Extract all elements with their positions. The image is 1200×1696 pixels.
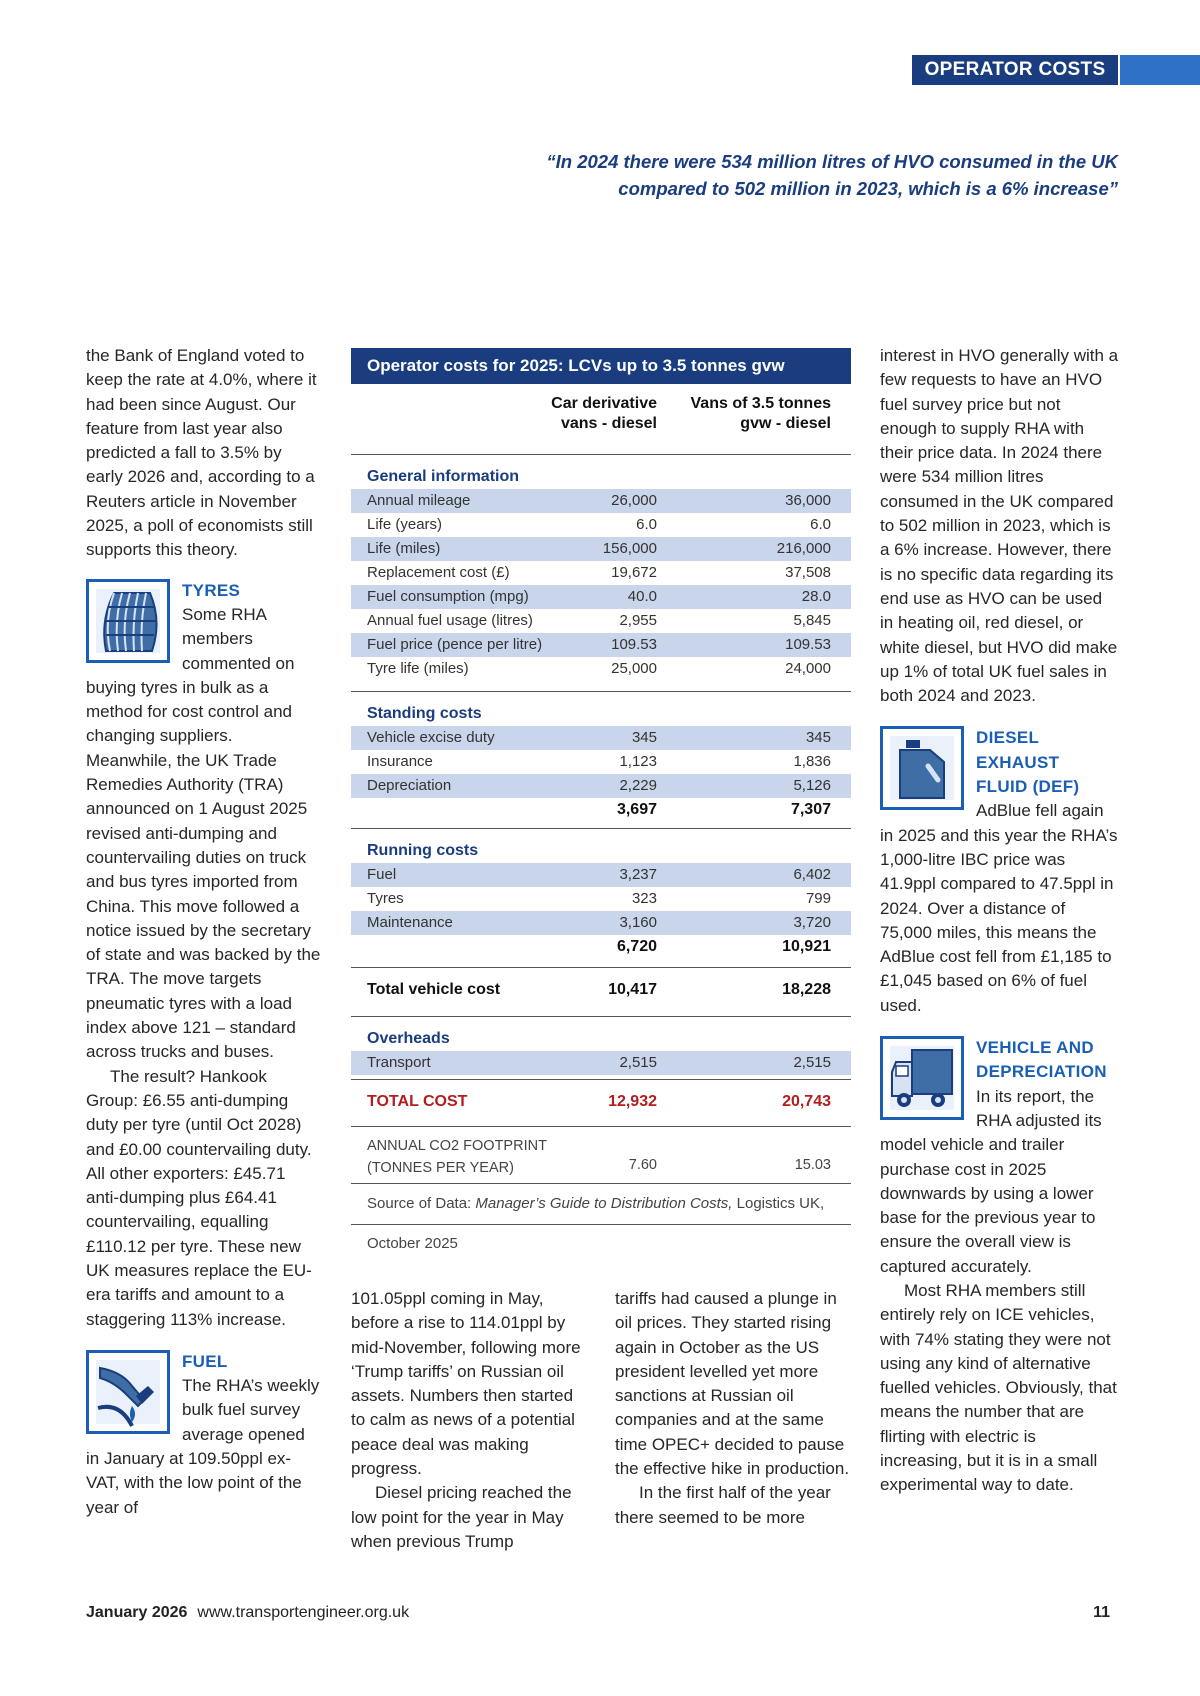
tyre-icon (86, 579, 170, 663)
vehicle-body-2: Most RHA members still entirely rely on ICE vehicles, with 74% stating they were not using any kind of alternative fuelled vehicles. Obviously, that means the number that are flirting with electric is increasing, but it is in a small experimental way to date. (880, 1280, 1117, 1495)
pull-quote (430, 148, 1118, 202)
row-value: 109.53 (785, 636, 831, 653)
section-standing-costs: Standing costs (367, 705, 482, 722)
tyres-body-2: The result? Hankook Group: £6.55 anti-dumping duty per tyre (until Oct 2028) and £0.00 countervailing duty. All other exporters: £45.71 anti-dumping plus £64.41 countervailing, equalling £110.12 per tyre. These new UK measures replace the EU-era tariffs and amount to a staggering 113% increase. (86, 1066, 312, 1329)
running-rows (351, 863, 851, 935)
tyres-heading: TYRES (182, 580, 241, 600)
running-subtotal-row (351, 935, 851, 959)
def-heading-line-1: DIESEL (976, 728, 1040, 748)
row-value: 26,000 (611, 492, 657, 509)
co2-value: 7.60 (628, 1157, 657, 1173)
total-cost-row (351, 1082, 851, 1122)
section-overheads: Overheads (367, 1030, 450, 1047)
fuel-nozzle-icon (86, 1350, 170, 1434)
section-tag-bar (1120, 55, 1200, 85)
source-suffix: Logistics UK, October 2025 (367, 1195, 825, 1252)
row-value: 345 (631, 729, 657, 746)
row-value: 6.0 (810, 516, 831, 533)
adblue-container-icon (880, 726, 964, 810)
header-line: Car derivative (551, 395, 657, 412)
co2-label-line: ANNUAL CO2 FOOTPRINT (367, 1138, 547, 1154)
row-value: 10,417 (608, 981, 657, 998)
section-running-costs: Running costs (367, 842, 479, 859)
page-footer (86, 1604, 409, 1622)
table-rule (351, 691, 851, 692)
fuel-heading: FUEL (182, 1351, 228, 1371)
subtotal-value: 10,921 (782, 938, 831, 955)
table-title: Operator costs for 2025: LCVs up to 3.5 tonnes gvw (351, 348, 851, 384)
table-row (351, 489, 851, 513)
standing-subtotal-row (351, 798, 851, 822)
overheads-rows (351, 1051, 851, 1075)
header-line: Vans of 3.5 tonnes (690, 395, 831, 412)
general-rows (351, 489, 851, 681)
row-value: 799 (805, 890, 831, 907)
co2-label-line: (TONNES PER YEAR) (367, 1160, 514, 1176)
table-row (351, 911, 851, 935)
pull-quote-line-2: compared to 502 million in 2023, which is a 6% increase” (618, 178, 1118, 199)
table-row (351, 609, 851, 633)
row-label: Tyre life (miles) (367, 660, 469, 677)
table-row (351, 726, 851, 750)
pull-quote-line-1: “In 2024 there were 534 million litres of HVO consumed in the UK (546, 151, 1118, 172)
row-value: 345 (805, 729, 831, 746)
row-value: 2,515 (619, 1054, 657, 1071)
row-value: 6.0 (636, 516, 657, 533)
row-value: 5,126 (793, 777, 831, 794)
truck-icon (880, 1036, 964, 1120)
row-value: 36,000 (785, 492, 831, 509)
row-value: 24,000 (785, 660, 831, 677)
row-value: 216,000 (776, 540, 831, 557)
def-section (880, 726, 1120, 1018)
column-3-paragraph-1: tariffs had caused a plunge in oil prices. They started rising again in October as the US president levelled yet more sanctions at Russian oil companies and at the same time OPEC+ decided to pause the effective hike in production. (615, 1289, 850, 1479)
row-value: 109.53 (611, 636, 657, 653)
column-2-paragraph-2: Diesel pricing reached the low point for the year in May when previous Trump (351, 1483, 572, 1551)
table-rule (351, 828, 851, 829)
row-label: Life (years) (367, 516, 443, 533)
row-value: 40.0 (627, 588, 657, 605)
row-value: 5,845 (793, 612, 831, 629)
table-rule (351, 454, 851, 455)
row-label: Annual fuel usage (litres) (367, 612, 533, 629)
row-label: Fuel consumption (mpg) (367, 588, 529, 605)
table-row (351, 863, 851, 887)
co2-footprint-row (351, 1127, 851, 1183)
column-3 (615, 1287, 855, 1530)
row-value: 28.0 (801, 588, 831, 605)
row-label: Insurance (367, 753, 433, 770)
row-value: 2,229 (619, 777, 657, 794)
table-row (351, 1051, 851, 1075)
column-3-paragraph-2: In the first half of the year there seemed to be more (615, 1483, 831, 1527)
vehicle-body: In its report, the RHA adjusted its model vehicle and trailer purchase cost in 2025 downwards by using a lower base for the previous year to ensure the overall view is captured accurately. (880, 1086, 1102, 1276)
column-1 (86, 344, 322, 1520)
row-value: 19,672 (611, 564, 657, 581)
operator-costs-table (351, 348, 851, 1252)
row-value: 12,932 (608, 1093, 657, 1110)
row-value: 323 (631, 890, 657, 907)
footer-url[interactable]: www.transportengineer.org.uk (197, 1604, 410, 1621)
table-row (351, 537, 851, 561)
fuel-body: The RHA’s weekly bulk fuel survey average opened in January at 109.50ppl ex-VAT, with the low point of the year of (86, 1376, 320, 1517)
page-number: 11 (1093, 1604, 1110, 1621)
fuel-section (86, 1350, 322, 1520)
section-tag: OPERATOR COSTS (912, 55, 1118, 85)
column-2 (351, 1287, 591, 1554)
vehicle-heading-line-2: DEPRECIATION (976, 1062, 1107, 1082)
section-general-information: General information (367, 468, 520, 485)
subtotal-value: 7,307 (790, 801, 831, 818)
tyres-section (86, 579, 322, 1332)
row-label: Maintenance (367, 914, 453, 931)
row-value: 1,836 (793, 753, 831, 770)
tyres-body: Some RHA members commented on buying tyres in bulk as a method for cost control and changing suppliers. Meanwhile, the UK Trade Remedies Authority (TRA) announced on 1 August 2025 revised anti-dumping and countervailing duties on truck and bus tyres imported from China. This move followed a notice issued by the secretary of state and was backed by the TRA. The move targets pneumatic tyres with a load index above 121 – standard across trucks and buses. (86, 604, 321, 1062)
row-value: 156,000 (602, 540, 657, 557)
def-heading-line-2: EXHAUST (976, 752, 1060, 772)
source-title: Manager’s Guide to Distribution Costs, (475, 1195, 733, 1212)
row-value: 3,237 (619, 866, 657, 883)
vehicle-heading-line-1: VEHICLE AND (976, 1038, 1094, 1058)
row-label: Transport (367, 1054, 431, 1071)
table-source (351, 1184, 851, 1252)
source-prefix: Source of Data: (367, 1195, 476, 1212)
header-line: gvw - diesel (740, 415, 831, 432)
row-label: Fuel price (pence per litre) (367, 636, 543, 653)
vehicle-section (880, 1036, 1120, 1498)
row-value: 37,508 (785, 564, 831, 581)
row-value: 1,123 (619, 753, 657, 770)
column-2-paragraph-1: 101.05ppl coming in May, before a rise to 114.01ppl by mid-November, following more ‘Trump tariffs’ on Russian oil assets. Numbers then started to calm as news of a potential peace deal was making progress. (351, 1289, 581, 1479)
row-value: 3,720 (793, 914, 831, 931)
row-label: Replacement cost (£) (367, 564, 510, 581)
table-row (351, 657, 851, 681)
column-1-intro: the Bank of England voted to keep the rate at 4.0%, where it had been since August. Our feature from last year also predicted a fall to 3.5% by early 2026 and, according to a Reuters article in November 2025, a poll of economists still supports this theory. (86, 346, 317, 560)
table-row (351, 887, 851, 911)
row-value: 20,743 (782, 1093, 831, 1110)
row-label: Vehicle excise duty (367, 729, 495, 746)
row-label: Depreciation (367, 777, 452, 794)
subtotal-value: 3,697 (616, 801, 657, 818)
row-label: TOTAL COST (367, 1093, 468, 1110)
row-label: Total vehicle cost (367, 981, 501, 998)
column-header-car-derivative (551, 394, 657, 434)
table-row (351, 750, 851, 774)
def-heading-line-3: FLUID (DEF) (976, 777, 1080, 797)
row-value: 18,228 (782, 981, 831, 998)
co2-value: 15.03 (794, 1157, 831, 1173)
table-row (351, 633, 851, 657)
total-vehicle-cost-row (351, 970, 851, 1010)
table-row (351, 513, 851, 537)
row-label: Annual mileage (367, 492, 471, 509)
table-row (351, 774, 851, 798)
standing-rows (351, 726, 851, 798)
column-4 (880, 344, 1120, 1498)
co2-label (367, 1135, 547, 1179)
table-row (351, 585, 851, 609)
table-rule (351, 1016, 851, 1017)
row-value: 2,515 (793, 1054, 831, 1071)
table-row (351, 561, 851, 585)
row-value: 2,955 (619, 612, 657, 629)
row-label: Fuel (367, 866, 397, 883)
footer-issue: January 2026 (86, 1604, 188, 1621)
row-value: 3,160 (619, 914, 657, 931)
row-value: 25,000 (611, 660, 657, 677)
column-header-vans-3-5t (691, 394, 831, 434)
column-4-intro: interest in HVO generally with a few requests to have an HVO fuel survey price but not enough to supply RHA with their price data. In 2024 there were 534 million litres consumed in the UK compared to 502 million in 2023, which is a 6% increase. However, there is no specific data regarding its end use as HVO can be used in heating oil, red diesel, or white diesel, but HVO did make up 1% of total UK fuel sales in both 2024 and 2023. (880, 346, 1119, 706)
row-label: Life (miles) (367, 540, 441, 557)
table-header (351, 384, 851, 454)
row-value: 6,402 (793, 866, 831, 883)
def-body: AdBlue fell again in 2025 and this year the RHA’s 1,000-litre IBC price was 41.9ppl compared to 47.5ppl in 2024. Over a distance of 75,000 miles, this means the AdBlue cost fell from £1,185 to £1,045 based on 6% of fuel used. (880, 801, 1118, 1015)
row-label: Tyres (367, 890, 404, 907)
header-line: vans - diesel (560, 415, 657, 432)
subtotal-value: 6,720 (616, 938, 657, 955)
